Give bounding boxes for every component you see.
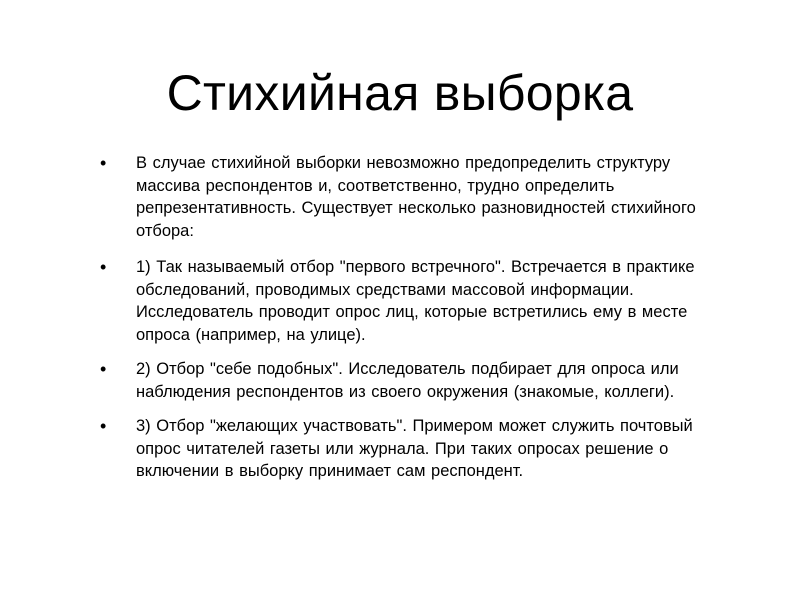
bullet-text: В случае стихийной выборки невозможно предопределить структуру массива респондентов и, соответственно, трудно определить репрезентативность. Существует несколько разновидностей стихийного отбора: xyxy=(136,154,696,240)
bullet-item xyxy=(96,415,716,483)
bullet-text: 3) Отбор "желающих участвовать". Примером может служить почтовый опрос читателей газеты или журнала. При таких опросах решение о включении в выборку принимает сам респондент. xyxy=(136,417,693,480)
bullet-icon: • xyxy=(100,416,107,436)
bullet-item xyxy=(96,256,716,346)
bullet-list xyxy=(96,152,716,495)
bullet-icon: • xyxy=(100,359,107,379)
bullet-text: 2) Отбор "себе подобных". Исследователь подбирает для опроса или наблюдения респондентов из своего окружения (знакомые, коллеги). xyxy=(136,360,679,401)
slide-title: Стихийная выборка xyxy=(166,65,634,121)
bullet-item xyxy=(96,358,716,403)
bullet-icon: • xyxy=(100,257,107,277)
bullet-icon: • xyxy=(100,153,107,173)
bullet-text: 1) Так называемый отбор "первого встречного". Встречается в практике обследований, проводимых средствами массовой информации. Исследователь проводит опрос лиц, которые встретились ему в месте опроса (например, на улице). xyxy=(136,258,695,344)
bullet-item xyxy=(96,152,716,242)
